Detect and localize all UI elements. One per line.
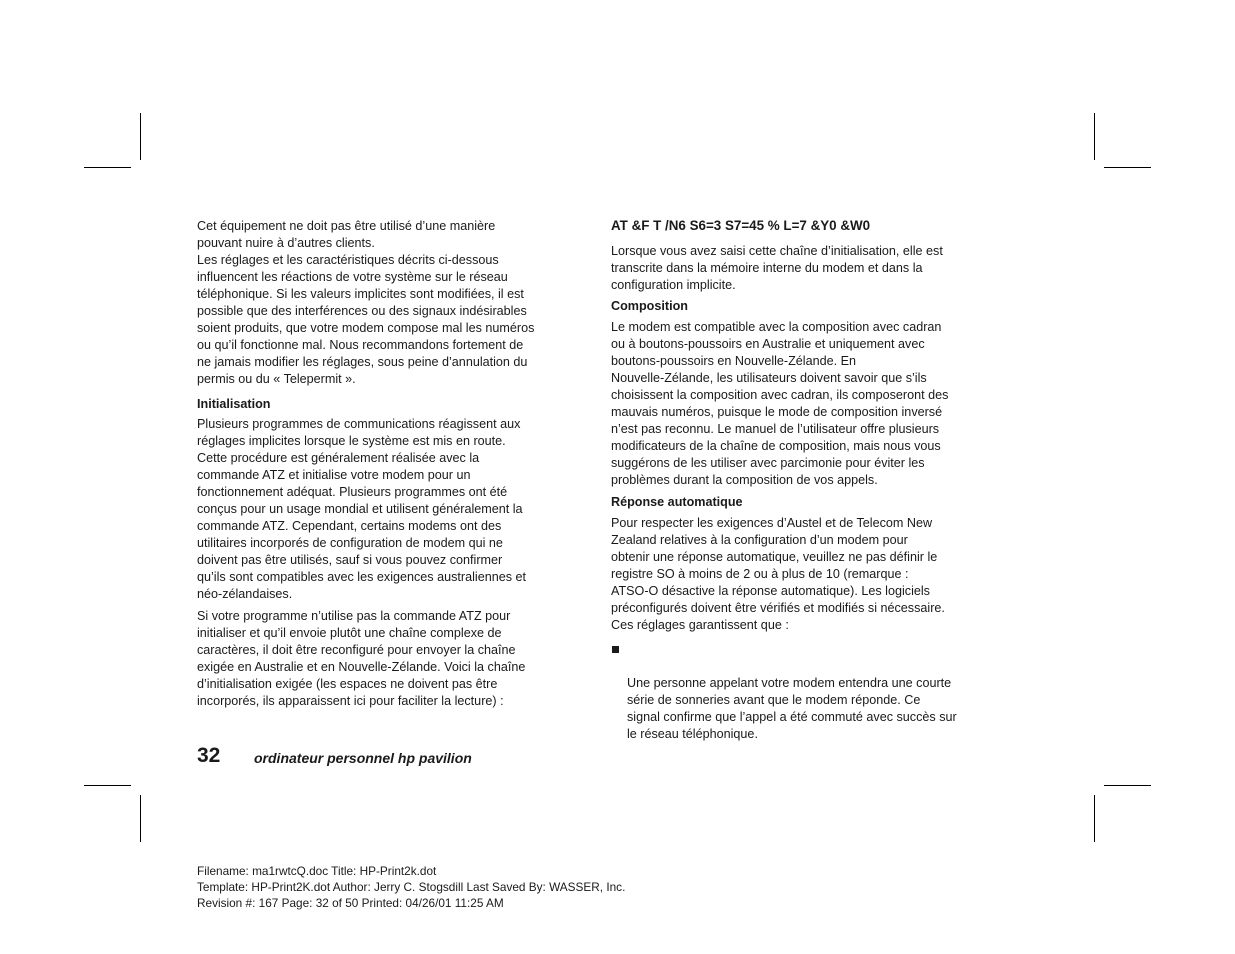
crop-mark-bottom-right-horizontal	[1104, 785, 1151, 786]
composition-paragraph: Le modem est compatible avec la composition avec cadran ou à boutons-poussoirs en Australie et uniquement avec boutons-poussoirs en Nouvelle-Zélande. En Nouvelle-Zélande, les utilisateurs doivent savoir que s’ils choisissent la composition avec cadran, ils composeront des mauvais numéros, puisque le mode de composition inversé n’est pas reconnu. Le manuel de l’utilisateur offre plusieurs modificateurs de la chaîne de composition, mais nous vous suggérons de les utiliser avec parcimonie pour éviter les problèmes durant la composition de vos appels.	[611, 320, 949, 487]
auto-answer-heading: Réponse automatique	[611, 495, 743, 509]
crop-mark-bottom-right-vertical	[1094, 795, 1095, 842]
crop-mark-top-left-horizontal	[84, 167, 131, 168]
intro-paragraph: Cet équipement ne doit pas être utilisé d’une manière pouvant nuire à d’autres clients.	[197, 219, 496, 250]
initialisation-paragraph: Plusieurs programmes de communications réagissent aux réglages implicites lorsque le système est mis en route. Cette procédure est généralement réalisée avec la commande ATZ et initialise votre modem pour un fonctionnement adéquat. Plusieurs programmes ont été conçus pour un usage mondial et utilisent généralement la commande ATZ. Cependant, certains modems ont des utilitaires incorporés de configuration de modem qui ne doivent pas être utilisés, sauf si vous pouvez confirmer qu’ils sont compatibles avec les exigences australiennes et néo-zélandaises.	[197, 417, 527, 601]
init-string-paragraph: Lorsque vous avez saisi cette chaîne d’initialisation, elle est transcrite dans la mémoire interne du modem et dans la configuration implicite.	[611, 244, 943, 292]
init-string-code: AT &F T /N6 S6=3 S7=45 % L=7 &Y0 &W0	[611, 218, 871, 233]
auto-answer-paragraph: Pour respecter les exigences d’Austel et de Telecom New Zealand relatives à la configuration d’un modem pour obtenir une réponse automatique, veuillez ne pas définir le registre SO à moins de 2 ou à plus de 10 (remarque : ATSO-O désactive la réponse automatique). Les logiciels préconfigurés doivent être vérifiés et modifiés si nécessaire. Ces réglages garantissent que :	[611, 516, 945, 632]
list-item	[611, 641, 993, 743]
metadata-line: Revision #: 167 Page: 32 of 50 Printed: 04/26/01 11:25 AM	[197, 896, 504, 910]
crop-mark-top-right-vertical	[1094, 113, 1095, 160]
crop-mark-top-right-horizontal	[1104, 167, 1151, 168]
left-column	[197, 218, 569, 710]
page-number: 32	[197, 744, 221, 767]
list-item-text: Une personne appelant votre modem entendra une courte série de sonneries avant que le modem réponde. Ce signal confirme que l’appel a été commuté avec succès sur le réseau téléphonique.	[627, 676, 957, 741]
bullet-square-icon	[612, 646, 619, 653]
atz-paragraph: Si votre programme n’utilise pas la commande ATZ pour initialiser et qu’il envoie plutôt une chaîne complexe de caractères, il doit être reconfiguré pour envoyer la chaîne exigée en Australie et en Nouvelle-Zélande. Voici la chaîne d’initialisation exigée (les espaces ne doivent pas être incorporés, ils apparaissent ici pour faciliter la lecture) :	[197, 609, 526, 708]
initialisation-heading: Initialisation	[197, 397, 271, 411]
crop-mark-top-left-vertical	[140, 113, 141, 160]
right-column	[611, 217, 993, 743]
crop-mark-bottom-left-vertical	[140, 795, 141, 842]
settings-paragraph: Les réglages et les caractéristiques décrits ci-dessous influencent les réactions de votre système sur le réseau téléphonique. Si les valeurs implicites sont modifiées, il est possible que des interférences ou des signaux indésirables soient produits, que votre modem compose mal les numéros ou qu’il fonctionne mal. Nous recommandons fortement de ne jamais modifier les réglages, sous peine d’annulation du permis ou du « Telepermit ».	[197, 253, 535, 386]
footer-title: ordinateur personnel hp pavilion	[254, 750, 472, 766]
document-metadata	[197, 863, 625, 911]
composition-heading: Composition	[611, 299, 688, 313]
metadata-line: Filename: ma1rwtcQ.doc Title: HP-Print2k.dot	[197, 864, 437, 878]
crop-mark-bottom-left-horizontal	[84, 785, 131, 786]
metadata-line: Template: HP-Print2K.dot Author: Jerry C. Stogsdill Last Saved By: WASSER, Inc.	[197, 880, 626, 894]
